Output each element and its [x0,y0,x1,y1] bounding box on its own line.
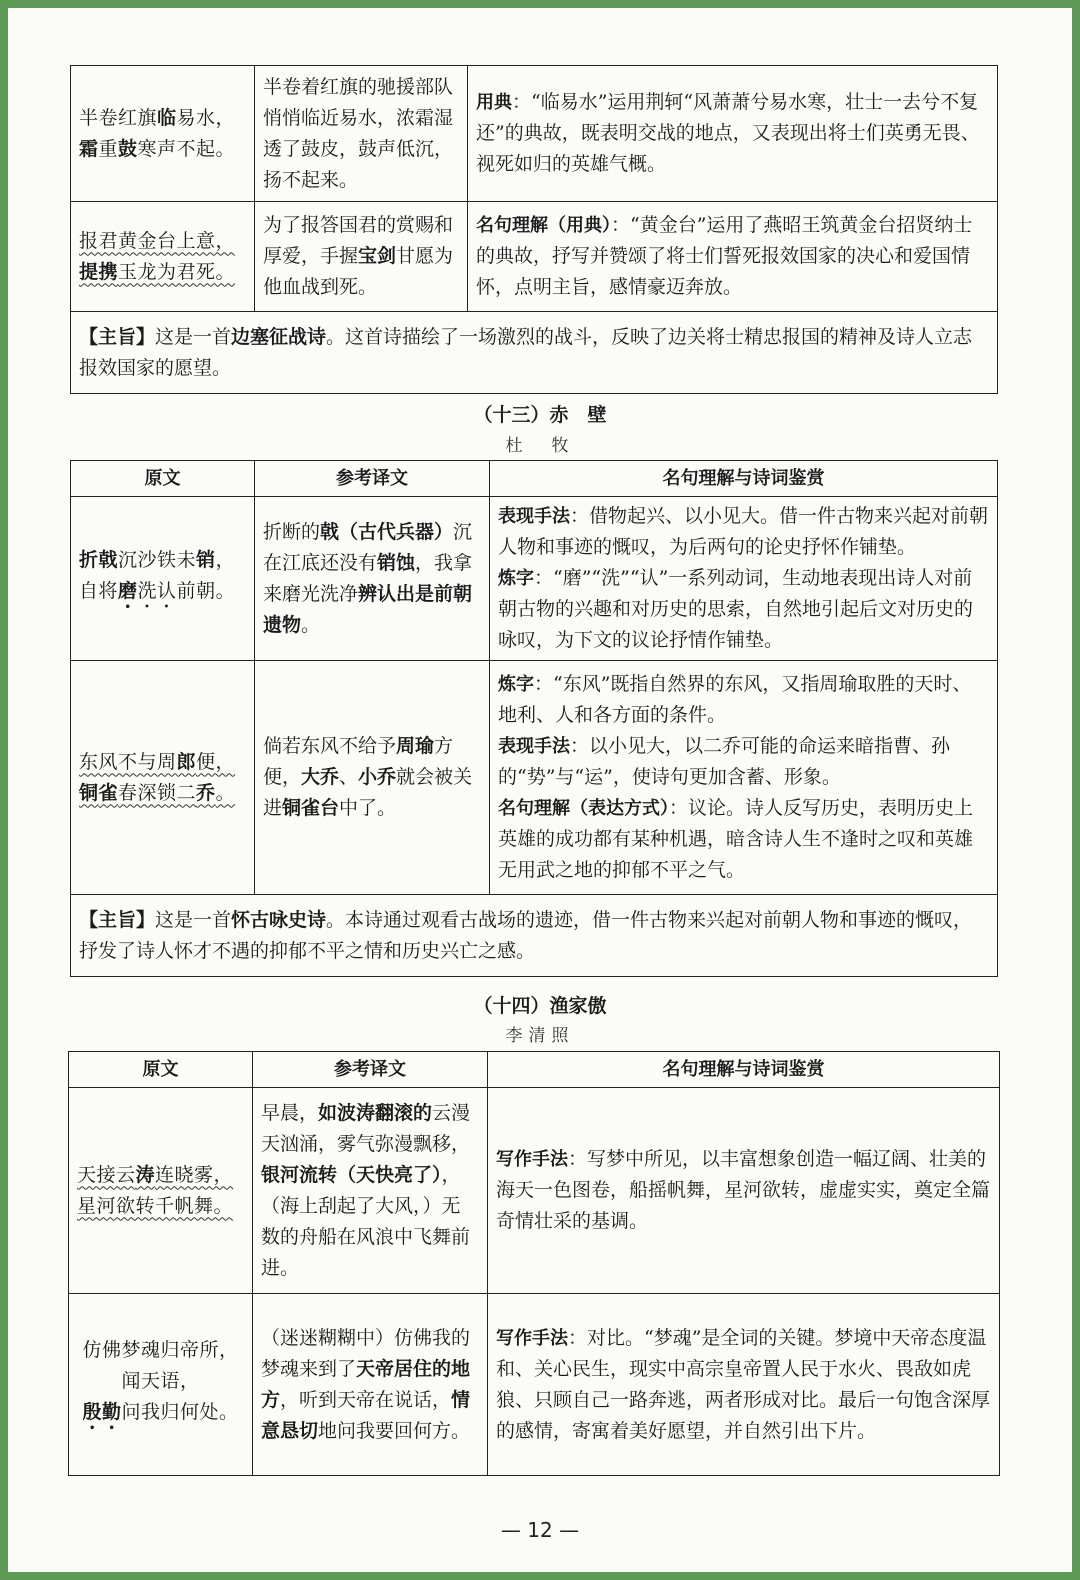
original-text: 东风不与周郎便， 铜雀春深锁二乔。 [71,661,255,895]
poem14-table [68,1051,1000,1476]
column-header: 原文 [71,461,255,497]
translation-text: 倘若东风不给予周瑜方便，大乔、小乔就会被关进铜雀台中了。 [255,661,490,895]
appreciation-text: 写作手法：写梦中所见，以丰富想象创造一幅辽阔、壮美的海天一色图卷，船摇帆舞，星河欲转，虚虚实实，奠定全篇奇情壮采的基调。 [488,1088,1000,1294]
translation-text: 早晨，如波涛翻滚的云漫天汹涌，雾气弥漫飘移，银河流转（天快亮了），（海上刮起了大风，）无数的舟船在风浪中飞舞前进。 [253,1088,488,1294]
original-text: 报君黄金台上意， 提携玉龙为君死。 [71,202,255,312]
table-row [71,497,998,661]
poem13-title: （十三）赤 壁 [473,404,607,426]
table-header-row [69,1052,1000,1088]
column-header: 名句理解与诗词鉴赏 [488,1052,1000,1088]
original-text: 天接云涛连晓雾， 星河欲转千帆舞。 [69,1088,253,1294]
summary-text: 【主旨】这是一首边塞征战诗。这首诗描绘了一场激烈的战斗，反映了边关将士精忠报国的精神及诗人立志报效国家的愿望。 [71,312,998,394]
table-header-row [71,461,998,497]
poem14-author: 李清照 [505,1026,575,1046]
table-row [69,1294,1000,1476]
poem14-title: （十四）渔家傲 [473,995,607,1017]
translation-text: 折断的戟（古代兵器）沉在江底还没有销蚀，我拿来磨光洗净辨认出是前朝遗物。 [255,497,490,661]
column-header: 名句理解与诗词鉴赏 [490,461,998,497]
appreciation-text: 用典：“临易水”运用荆轲“风萧萧兮易水寒，壮士一去兮不复还”的典故，既表明交战的地点，又表现出将士们英勇无畏、视死如归的英雄气概。 [468,66,998,202]
translation-text: 半卷着红旗的驰援部队悄悄临近易水，浓霜湿透了鼓皮，鼓声低沉，扬不起来。 [255,66,468,202]
page-number: — 12 — [500,1518,580,1542]
poem13-table [70,460,998,977]
table-row [69,1088,1000,1294]
column-header: 参考译文 [255,461,490,497]
summary-row [71,895,998,977]
column-header: 参考译文 [253,1052,488,1088]
translation-text: 为了报答国君的赏赐和厚爱，手握宝剑甘愿为他血战到死。 [255,202,468,312]
table-row [71,66,998,202]
original-text: 半卷红旗临易水，霜重鼓寒声不起。 [71,66,255,202]
summary-row [71,312,998,394]
original-text: 折戟沉沙铁未销， 自将磨洗认前朝。 [71,497,255,661]
translation-text: （迷迷糊糊中）仿佛我的梦魂来到了天帝居住的地方，听到天帝在说话，情意恳切地问我要回何方。 [253,1294,488,1476]
appreciation-text: 炼字：“东风”既指自然界的东风，又指周瑜取胜的天时、地利、人和各方面的条件。 表现手法：以小见大，以二乔可能的命运来暗指曹、孙的“势”与“运”，使诗句更加含蓄、形象。 名句理解（表达方式）：议论。诗人反写历史，表明历史上英雄的成功都有某种机遇，暗含诗人生不逢时之叹和英雄无用武之地的抑郁不平之气。 [490,661,998,895]
appreciation-text: 写作手法：对比。“梦魂”是全词的关键。梦境中天帝态度温和、关心民生，现实中高宗皇帝置人民于水火、畏敌如虎狼、只顾自己一路奔逃，两者形成对比。最后一句饱含深厚的感情，寄寓着美好愿望，并自然引出下片。 [488,1294,1000,1476]
summary-text: 【主旨】这是一首怀古咏史诗。本诗通过观看古战场的遗迹，借一件古物来兴起对前朝人物和事迹的慨叹，抒发了诗人怀才不遇的抑郁不平之情和历史兴亡之感。 [71,895,998,977]
poem13-author: 杜 牧 [505,436,575,456]
column-header: 原文 [69,1052,253,1088]
original-text: 仿佛梦魂归帝所， 闻天语， 殷勤问我归何处。 [69,1294,253,1476]
poem12-table [70,65,998,394]
table-row [71,661,998,895]
table-row [71,202,998,312]
document-page [8,8,1072,1572]
appreciation-text: 名句理解（用典）：“黄金台”运用了燕昭王筑黄金台招贤纳士的典故，抒写并赞颂了将士们誓死报效国家的决心和爱国情怀，点明主旨，感情豪迈奔放。 [468,202,998,312]
appreciation-text: 表现手法：借物起兴、以小见大。借一件古物来兴起对前朝人物和事迹的慨叹，为后两句的论史抒怀作铺垫。 炼字：“磨”“洗”“认”一系列动词，生动地表现出诗人对前朝古物的兴趣和对历史的思索，自然地引起后文对历史的咏叹，为下文的议论抒情作铺垫。 [490,497,998,661]
